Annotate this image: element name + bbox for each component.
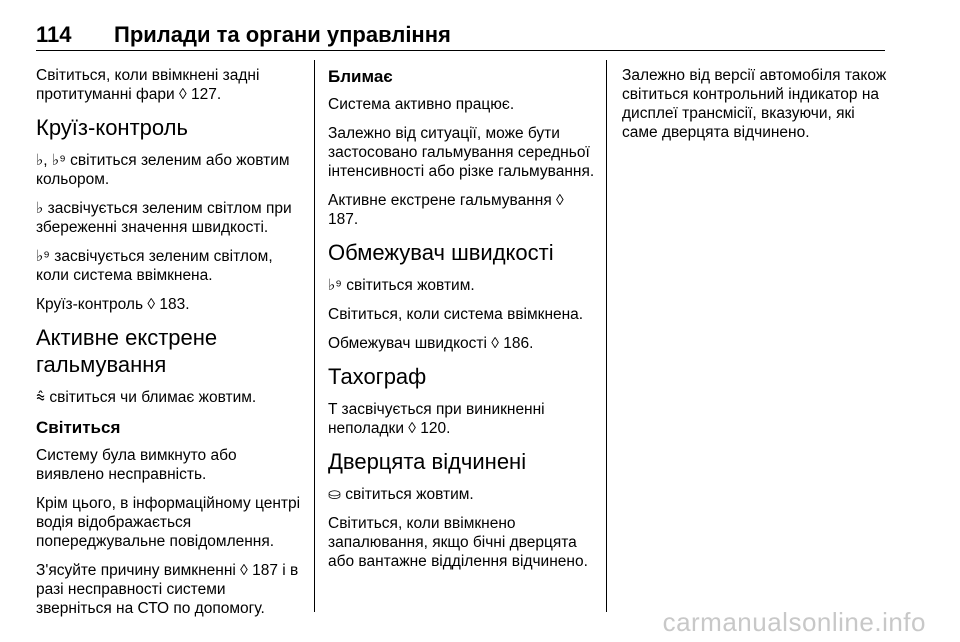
limiter-paragraph-2: Світиться, коли система ввімкнена. [328,306,584,323]
column-divider-1 [314,60,315,612]
lit-paragraph-3: З'ясуйте причину вимкненні ◊ 187 і в разі несправності системи зверніться на СТО по допомогу. [36,562,299,617]
page-number: 114 [36,22,72,47]
blink-paragraph-2: Залежно від ситуації, може бути застосовано гальмування середньої інтенсивності або різке гальмування. [328,125,595,180]
right-paragraph-1: Залежно від версії автомобіля також світиться контрольний індикатор на дисплеї трансмісії, вказуючи, які саме дверцята відчинено. [622,67,887,141]
blink-reference-link[interactable]: Активне екстрене гальмування ◊ 187. [328,192,564,228]
cruise-paragraph-2: ♭ засвічується зеленим світлом при збереженні значення швидкості. [36,200,292,236]
blink-paragraph-1: Система активно працює. [328,96,515,113]
lit-paragraph-1: Систему була вимкнуто або виявлено несправність. [36,447,237,483]
cruise-paragraph-3: ♭⁹ засвічується зеленим світлом, коли система ввімкнена. [36,248,273,284]
lit-paragraph-2: Крім цього, в інформаційному центрі водія відображається попереджувальне повідомлення. [36,495,301,550]
doors-open-heading: Дверцята відчинені [328,449,527,474]
column-right [622,66,890,152]
page-header [36,22,886,50]
column-divider-2 [606,60,607,612]
active-emergency-braking-heading: Активне екстрене гальмування [36,325,218,377]
cruise-control-heading: Круїз-контроль [36,115,188,140]
blink-subheading: Блимає [328,67,393,86]
limiter-reference-link[interactable]: Обмежувач швидкості ◊ 186. [328,335,534,352]
door-paragraph-1: ⛀ світиться жовтим. [328,486,474,503]
tacho-paragraph-1: T засвічується при виникненні неполадки ◊ 120. [328,401,545,437]
watermark: carmanualsonline.info [662,607,926,637]
header-rule [36,50,885,51]
page-title: Прилади та органи управління [114,22,451,47]
tachograph-heading: Тахограф [328,364,427,389]
limiter-paragraph-1: ♭⁹ світиться жовтим. [328,277,475,294]
door-paragraph-2: Світиться, коли ввімкнено запалювання, якщо бічні дверцята або вантажне відділення відчинено. [328,515,588,570]
intro-paragraph: Світиться, коли ввімкнені задні протитуманні фари ◊ 127. [36,67,260,103]
cruise-reference-link[interactable]: Круїз-контроль ◊ 183. [36,296,190,313]
cruise-paragraph-1: ♭, ♭⁹ світиться зеленим або жовтим кольором. [36,152,290,188]
lit-subheading: Світиться [36,418,121,437]
column-left [36,66,304,628]
speed-limiter-heading: Обмежувач швидкості [328,240,554,265]
column-middle [328,66,596,581]
aeb-paragraph-1: ⩯ світиться чи блимає жовтим. [36,389,257,406]
